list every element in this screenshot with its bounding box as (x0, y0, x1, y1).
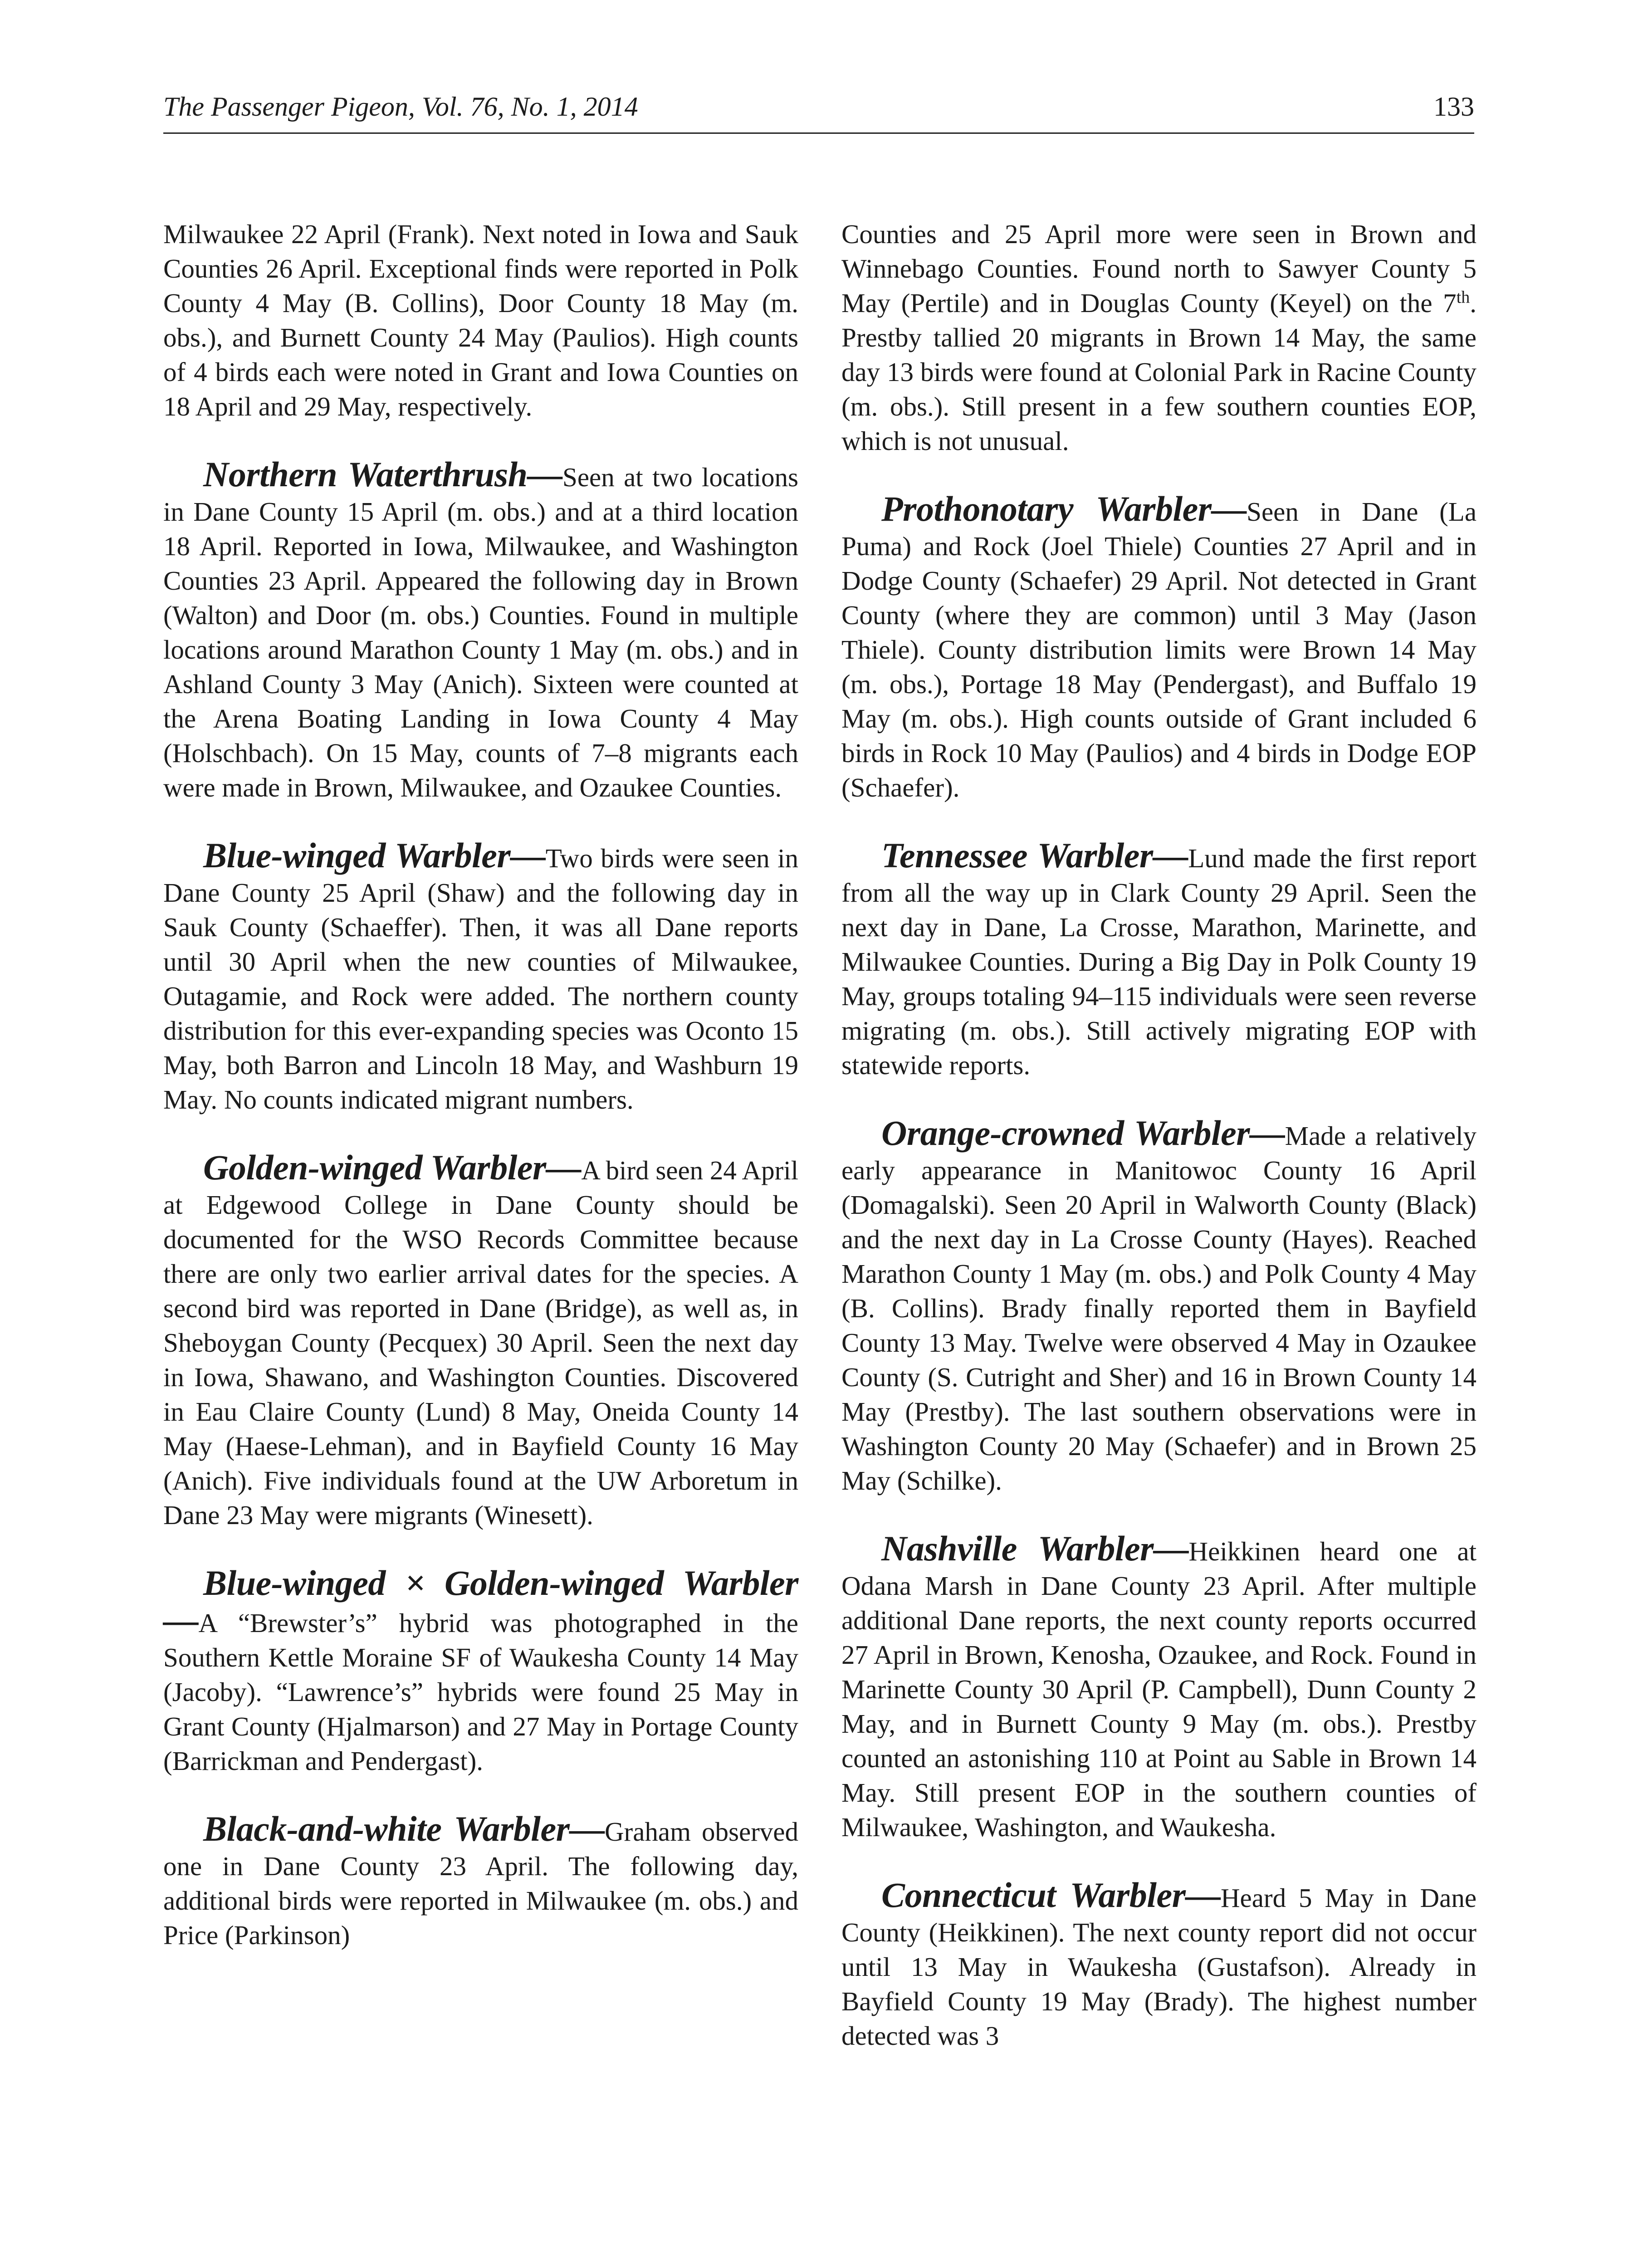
species-entry (163, 1150, 798, 1532)
species-account: Made a relatively early appearance in Manitowoc County 16 April (Domagalski). Seen 20 April in Walworth County (Black) and the next day in La Crosse County (Hayes). Reached Marathon County 1 May (m. obs.) and Polk County 4 May (B. Collins). Brady finally reported them in Bayfield County 13 May. Twelve were observed 4 May in Ozaukee County (S. Cutright and Sher) and 16 in Brown County 14 May (Prestby). The last southern observations were in Washington County 20 May (Schaefer) and in Brown 25 May (Schilke). (841, 1121, 1477, 1496)
species-entry (163, 1809, 798, 1952)
species-account: Seen at two locations in Dane County 15 April (m. obs.) and at a third location 18 April. Reported in Iowa, Milwaukee, and Washington Counties 23 April. Appeared the following day in Brown (Walton) and Door (m. obs.) Counties. Found in multiple locations around Marathon County 1 May (m. obs.) and in Ashland County 3 May (Anich). Sixteen were counted at the Arena Boating Landing in Iowa County 4 May (Holschbach). On 15 May, counts of 7–8 migrants each were made in Brown, Milwaukee, and Ozaukee Counties. (163, 462, 798, 802)
continued-paragraph (841, 217, 1477, 458)
species-entry (841, 1113, 1477, 1498)
species-entry (163, 838, 798, 1117)
species-name: Blue-winged Warbler— (203, 836, 546, 875)
species-account: A “Brewster’s” hybrid was photographed in the Southern Kettle Moraine SF of Waukesha County 14 May (Jacoby). “Lawrence’s” hybrids were found 25 May in Grant County (Hjalmarson) and 27 May in Portage County (Barrickman and Pendergast). (163, 1608, 798, 1776)
species-account: A bird seen 24 April at Edgewood College in Dane County should be documented for the WSO Records Committee because there are only two earlier arrival dates for the species. A second bird was reported in Dane (Bridge), as well as, in Sheboygan County (Pecquex) 30 April. Seen the next day in Iowa, Shawano, and Washington Counties. Discovered in Eau Claire County (Lund) 8 May, Oneida County 14 May (Haese-Lehman), and in Bayfield County 16 May (Anich). Five individuals found at the UW Arboretum in Dane 23 May were migrants (Winesett). (163, 1155, 798, 1530)
species-entry (163, 457, 798, 805)
species-name: Prothonotary Warbler— (881, 489, 1247, 528)
species-account: Lund made the first report from all the way up in Clark County 29 April. Seen the next day in Dane, La Crosse, Marathon, Marinette, and Milwaukee Counties. During a Big Day in Polk County 19 May, groups totaling 94–115 individuals were seen reverse migrating (m. obs.). Still actively migrating EOP with statewide reports. (841, 843, 1477, 1080)
species-account: Heikkinen heard one at Odana Marsh in Dane County 23 April. After multiple additional Dane reports, the next county reports occurred 27 April in Brown, Kenosha, Ozaukee, and Rock. Found in Marinette County 30 April (P. Campbell), Dunn County 2 May, and in Burnett County 9 May (m. obs.). Prestby counted an astonishing 110 at Point au Sable in Brown 14 May. Still present EOP in the southern counties of Milwaukee, Washington, and Waukesha. (841, 1536, 1477, 1842)
species-entry (841, 1531, 1477, 1844)
species-name: Tennessee Warbler— (881, 836, 1188, 875)
paragraph-text: Milwaukee 22 April (Frank). Next noted in Iowa and Sauk Counties 26 April. Exceptional finds were reported in Polk County 4 May (B. Collins), Door County 18 May (m. obs.), and Burnett County 24 May (Paulios). High counts of 4 birds each were noted in Grant and Iowa Counties on 18 April and 29 May, respectively. (163, 219, 798, 421)
species-name: Golden-winged Warbler— (203, 1148, 582, 1187)
species-entry (841, 489, 1477, 805)
species-account: Seen in Dane (La Puma) and Rock (Joel Thiele) Counties 27 April and in Dodge County (Schaefer) 29 April. Not detected in Grant County (where they are common) until 3 May (Jason Thiele). County distribution limits were Brown 14 May (m. obs.), Portage 18 May (Pendergast), and Buffalo 19 May (m. obs.). High counts outside of Grant included 6 birds in Rock 10 May (Paulios) and 4 birds in Dodge EOP (Schaefer). (841, 497, 1477, 802)
paragraph-text (841, 217, 1477, 458)
species-name: Northern Waterthrush— (203, 455, 563, 494)
page-number: 133 (1433, 92, 1474, 122)
species-name: Black-and-white Warbler— (203, 1809, 605, 1848)
species-account: Heard 5 May in Dane County (Heikkinen). The next county report did not occur until 13 May in Waukesha (Gustafson). Already in Bayfield County 19 May (Brady). The highest number detected was 3 (841, 1883, 1477, 2051)
species-account: Two birds were seen in Dane County 25 April (Shaw) and the following day in Sauk County (Schaeffer). Then, it was all Dane reports until 30 April when the new counties of Milwaukee, Outagamie, and Rock were added. The northern county distribution for this ever-expanding species was Oconto 15 May, both Barron and Lincoln 18 May, and Washburn 19 May. No counts indicated migrant numbers. (163, 843, 798, 1114)
ordinal-superscript: th (1456, 288, 1470, 307)
paragraph-text-part: . Prestby tallied 20 migrants in Brown 14 May, the same day 13 birds were found at Colonial Park in Racine County (m. obs.). Still present in a few southern counties EOP, which is not unusual. (841, 288, 1477, 456)
journal-title: The Passenger Pigeon, Vol. 76, No. 1, 2014 (163, 92, 638, 122)
species-entry (163, 1563, 798, 1778)
paragraph-text-part: Counties and 25 April more were seen in Brown and Winnebago Counties. Found north to Sawyer County 5 May (Pertile) and in Douglas County (Keyel) on the 7 (841, 219, 1477, 318)
species-account: Graham observed one in Dane County 23 April. The following day, additional birds were reported in Milwaukee (m. obs.) and Price (Parkinson) (163, 1817, 798, 1950)
header-rule (163, 132, 1474, 134)
left-column (163, 217, 798, 1986)
species-entry (841, 838, 1477, 1082)
right-column (841, 217, 1477, 2087)
continued-paragraph (163, 217, 798, 424)
species-name: Blue-winged × Golden-winged Warbler— (163, 1563, 798, 1640)
species-name: Nashville Warbler— (881, 1529, 1189, 1568)
species-entry (841, 1875, 1477, 2053)
running-head (163, 84, 1474, 129)
species-name: Connecticut Warbler— (881, 1875, 1221, 1915)
species-name: Orange-crowned Warbler— (881, 1113, 1285, 1153)
